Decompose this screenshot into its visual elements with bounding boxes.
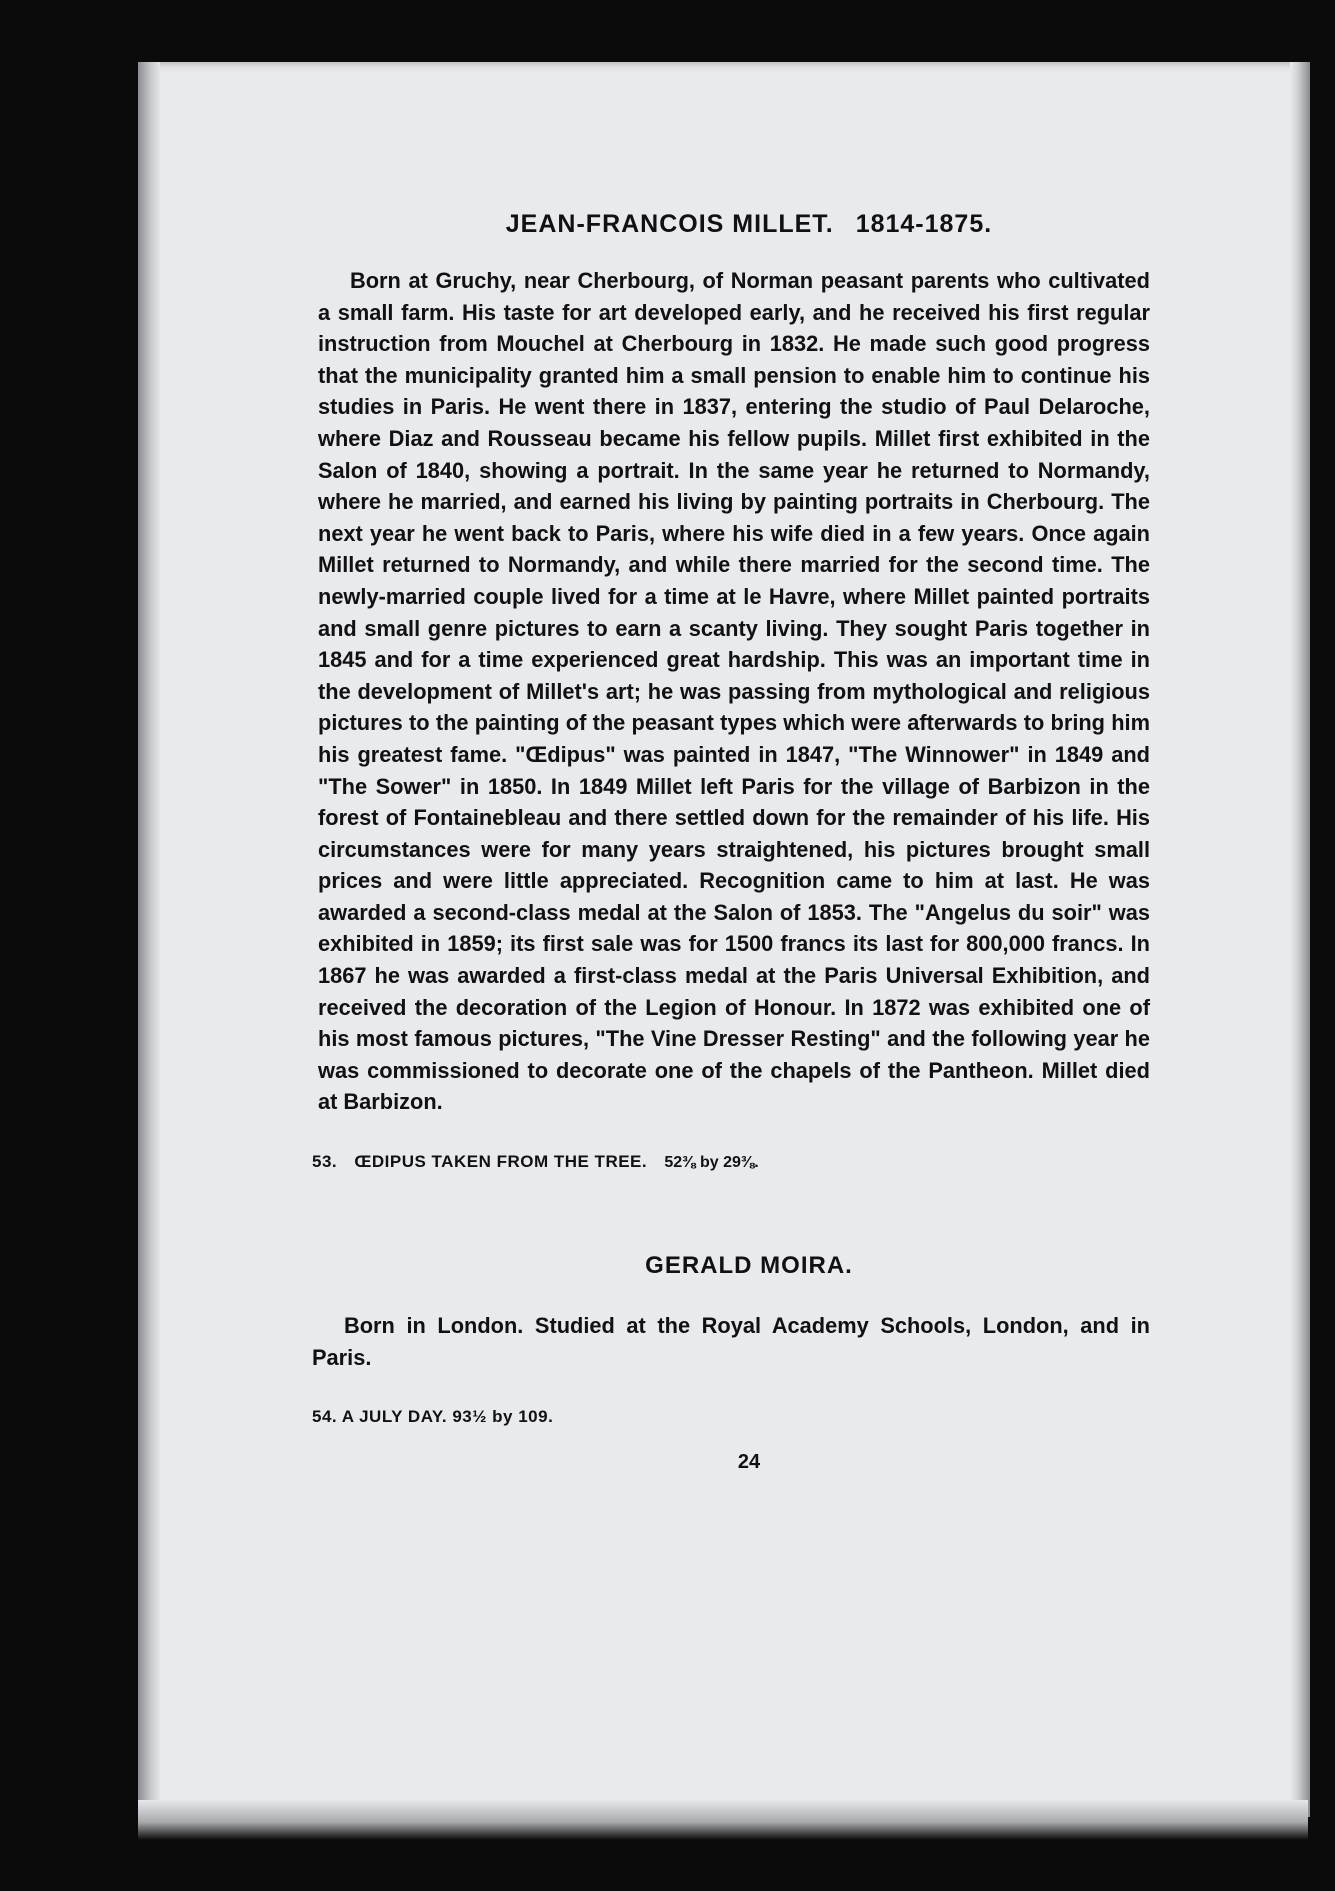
artist-biography-moira: Born in London. Studied at the Royal Academy Schools, London, and in Paris. — [312, 1313, 1150, 1370]
entry-number: 53. — [312, 1152, 338, 1172]
catalogue-entry-54 — [312, 1407, 1150, 1427]
artist-years: 1814-1875. — [855, 210, 993, 238]
entry-title: A JULY DAY. — [341, 1407, 448, 1427]
artist-biography-millet: Born at Gruchy, near Cherbourg, of Norman peasant parents who cultivated a small farm. His taste for art developed early, and he received his first regular instruction from Mouchel at Cherbourg in 1832. He made such good progress that the municipality granted him a small pension to enable him to continue his studies in Paris. He went there in 1837, entering the studio of Paul Delaroche, where Diaz and Rousseau became his fellow pupils. Millet first exhibited in the Salon of 1840, showing a portrait. In the same year he returned to Normandy, where he married, and earned his living by painting portraits in Cherbourg. The next year he went back to Paris, where his wife died in a few years. Once again Millet returned to Normandy, and while there married for the second time. The newly-married couple lived for a time at le Havre, where Millet painted portraits and small genre pictures to earn a scanty living. They sought Paris together in 1845 and for a time experienced great hardship. This was an important time in the development of Millet's art; he was passing from mythological and religious pictures to the painting of the peasant types which were afterwards to bring him his greatest fame. "Œdipus" was painted in 1847, "The Winnower" in 1849 and "The Sower" in 1850. In 1849 Millet left Paris for the village of Barbizon in the forest of Fontainebleau and there settled down for the remainder of his life. His circumstances were for many years straightened, his pictures brought small prices and were little appreciated. Recognition came to him at last. He was awarded a second-class medal at the Salon of 1853. The "Angelus du soir" was exhibited in 1859; its first sale was for 1500 francs its last for 800,000 francs. In 1867 he was awarded a first-class medal at the Paris Universal Exhibition, and received the decoration of the Legion of Honour. In 1872 was exhibited one of his most famous pictures, "The Vine Dresser Resting" and the following year he was commissioned to decorate one of the chapels of the Pantheon. Millet died at Barbizon. — [318, 268, 1150, 1115]
artist-heading-moira: GERALD MOIRA. — [645, 1252, 853, 1280]
page-bottom-edge — [138, 1800, 1308, 1840]
page-text-block — [312, 210, 1150, 1474]
artist-heading-millet — [318, 210, 1150, 239]
entry-dimensions: 52⅜ by 29⅜. — [664, 1154, 759, 1172]
entry-number: 54. — [312, 1407, 338, 1427]
artist-name: JEAN-FRANCOIS MILLET. — [505, 210, 834, 238]
catalogue-entry-53 — [312, 1152, 1150, 1172]
entry-dimensions: 93½ by 109. — [452, 1407, 554, 1427]
page-gutter-shadow — [138, 62, 160, 1817]
page-right-edge — [1290, 62, 1310, 1817]
entry-title: ŒDIPUS TAKEN FROM THE TREE. — [354, 1152, 648, 1172]
page-number: 24 — [737, 1451, 761, 1474]
